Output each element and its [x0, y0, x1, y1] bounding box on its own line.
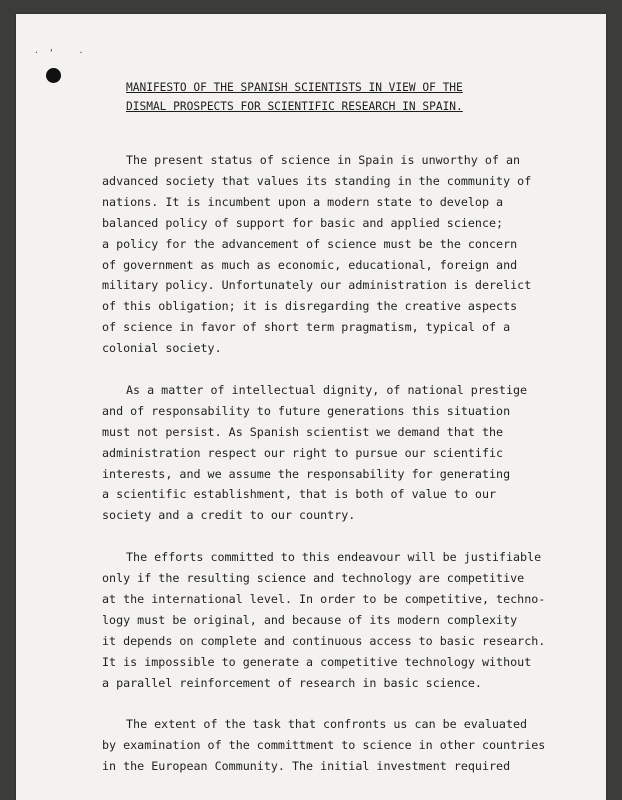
text-line: interests, and we assume the responsability for generating [102, 466, 511, 481]
text-line: advanced society that values its standing in the community of [102, 173, 532, 188]
text-line: and of responsability to future generations this situation [102, 403, 511, 418]
text-line: The present status of science in Spain is unworthy of an [126, 153, 521, 167]
text-line: by examination of the committment to science in other countries [102, 738, 546, 753]
paragraph-1 [102, 150, 572, 359]
title-line: MANIFESTO OF THE SPANISH SCIENTISTS IN VIEW OF THE [126, 81, 463, 94]
paragraph-3 [102, 547, 572, 693]
text-line: of science in favor of short term pragmatism, typical of a [102, 320, 511, 335]
document-page [16, 14, 606, 800]
text-line: It is impossible to generate a competitive technology without [102, 654, 532, 669]
document-title [126, 78, 526, 116]
text-line: As a matter of intellectual dignity, of national prestige [126, 382, 528, 397]
text-line: military policy. Unfortunately our administration is derelict [102, 278, 532, 293]
text-line: colonial society. [102, 341, 222, 356]
text-line: at the international level. In order to be competitive, techno- [102, 592, 546, 606]
text-line: a policy for the advancement of science must be the concern [102, 236, 518, 251]
text-line: society and a credit to our country. [102, 508, 356, 523]
paragraph-2 [102, 380, 572, 526]
text-line: a scientific establishment, that is both of value to our [102, 487, 497, 502]
paper-specks: ·‘ · [34, 48, 94, 57]
text-line: it depends on complete and continuous access to basic research. [102, 633, 546, 648]
text-line: must not persist. As Spanish scientist we demand that the [102, 424, 504, 439]
text-line: balanced policy of support for basic and applied science; [102, 215, 504, 230]
text-line: of government as much as economic, educational, foreign and [102, 257, 518, 272]
text-line: The efforts committed to this endeavour will be justifiable [126, 550, 542, 565]
title-line: DISMAL PROSPECTS FOR SCIENTIFIC RESEARCH IN SPAIN. [126, 100, 463, 113]
paragraph-4 [102, 714, 572, 777]
punch-hole [46, 68, 61, 83]
text-line: in the European Community. The initial investment required [102, 759, 511, 774]
text-line: logy must be original, and because of its modern complexity [102, 612, 518, 627]
text-line: administration respect our right to pursue our scientific [102, 445, 504, 460]
text-line: of this obligation; it is disregarding the creative aspects [102, 299, 518, 314]
text-line: only if the resulting science and technology are competitive [102, 571, 525, 586]
text-line: a parallel reinforcement of research in basic science. [102, 675, 482, 690]
text-line: nations. It is incumbent upon a modern state to develop a [102, 194, 504, 209]
text-line: The extent of the task that confronts us can be evaluated [126, 717, 528, 732]
document-body [102, 150, 572, 798]
